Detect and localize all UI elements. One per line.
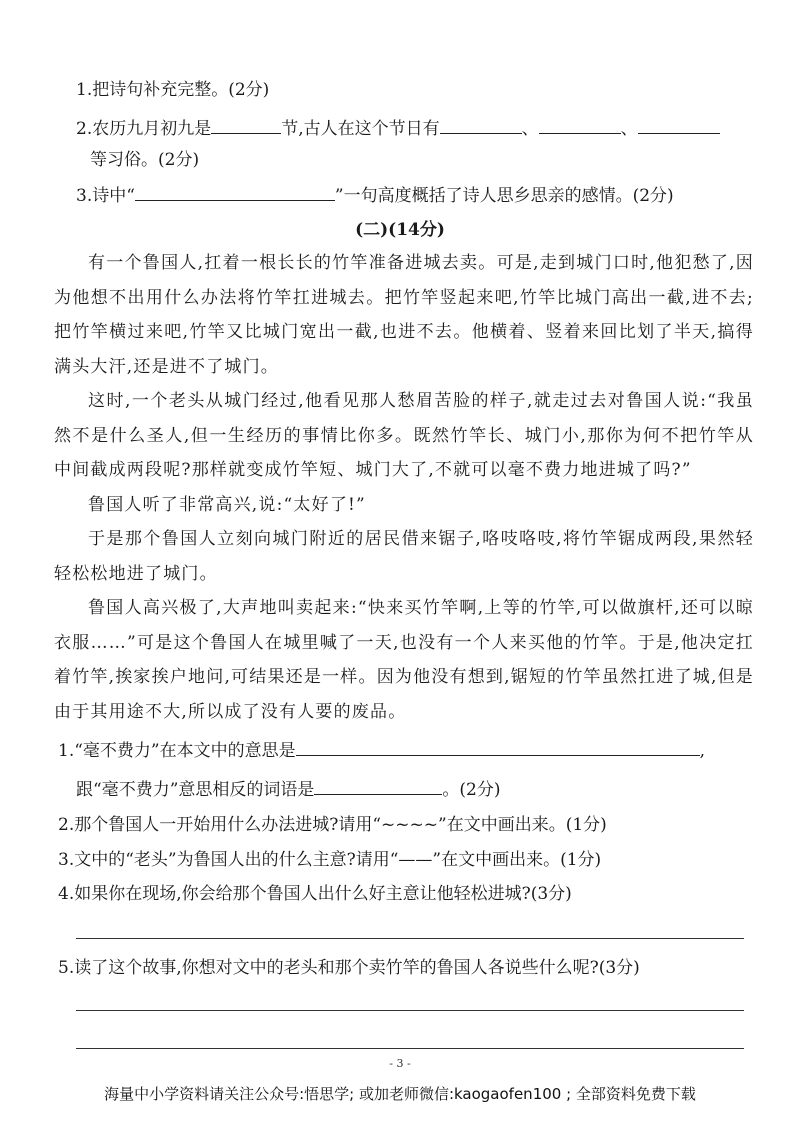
question-1-2-text-a: 2.农历九月初九是 xyxy=(76,119,212,139)
question-2-1-comma: , xyxy=(699,741,706,761)
question-1-1: 1.把诗句补充完整。(2分) xyxy=(76,80,270,100)
question-1-2 xyxy=(76,115,720,141)
passage-paragraph-1: 有一个鲁国人,扛着一根长长的竹竿准备进城去卖。可是,走到城门口时,他犯愁了,因为他想不出用什么办法将竹竿扛进城去。把竹竿竖起来吧,竹竿比城门高出一截,进不去;把竹竿横过来吧,竹竿又比城门宽出一截,也进不去。他横着、竖着来回比划了半天,搞得满头大汗,还是进不了城门。 xyxy=(54,253,754,377)
question-1-2-sep-2: 、 xyxy=(620,119,638,139)
antonym-blank[interactable] xyxy=(314,776,442,795)
answer-line-q5-1[interactable] xyxy=(76,1010,744,1011)
question-1-3 xyxy=(76,182,674,208)
footer-note: 海量中小学资料请关注公众号:悟思学; 或加老师微信:kaogaofen100 ; 全部资料免费下载 xyxy=(104,1085,696,1103)
answer-line-q5-2[interactable] xyxy=(76,1048,744,1049)
question-2-5: 5.读了这个故事,你想对文中的老头和那个卖竹竿的鲁国人各说些什么呢?(3分) xyxy=(58,958,640,978)
question-2-1 xyxy=(58,737,705,763)
passage-paragraph-2: 这时,一个老头从城门经过,他看见那人愁眉苦脸的样子,就走过去对鲁国人说:“我虽然不是什么圣人,但一生经历的事情比你多。既然竹竿长、城门小,那你为何不把竹竿从中间截成两段呢?那样就变成竹竿短、城门大了,不就可以毫不费力地进城了吗?” xyxy=(54,391,754,480)
meaning-blank[interactable] xyxy=(296,737,700,756)
question-2-1-text-c: 跟“毫不费力”意思相反的词语是 xyxy=(76,780,315,800)
festival-blank[interactable] xyxy=(211,115,281,134)
question-2-2: 2.那个鲁国人一开始用什么办法进城?请用“~~~~”在文中画出来。(1分) xyxy=(58,815,607,835)
passage-paragraph-4: 于是那个鲁国人立刻向城门附近的居民借来锯子,咯吱咯吱,将竹竿锯成两段,果然轻轻松松地进了城门。 xyxy=(54,529,754,584)
custom-blank-3[interactable] xyxy=(638,115,720,134)
question-2-3: 3.文中的“老头”为鲁国人出的什么主意?请用“——”在文中画出来。(1分) xyxy=(58,850,602,870)
question-2-1-text-a: 1.“毫不费力”在本文中的意思是 xyxy=(58,741,296,761)
custom-blank-1[interactable] xyxy=(440,115,522,134)
question-2-1-text-d: 。(2分) xyxy=(442,780,501,800)
section-2-title: (二)(14分) xyxy=(355,220,445,240)
passage-paragraph-5: 鲁国人高兴极了,大声地叫卖起来:“快来买竹竿啊,上等的竹竿,可以做旗杆,还可以晾衣服……”可是这个鲁国人在城里喊了一天,也没有一个人来买他的竹竿。于是,他决定扛着竹竿,挨家挨户地问,可结果还是一样。因为他没有想到,锯短的竹竿虽然扛进了城,但是由于其用途不大,所以成了没有人要的废品。 xyxy=(54,598,754,722)
question-1-3-text-a: 3.诗中“ xyxy=(76,186,135,206)
page-number: - 3 - xyxy=(389,1057,411,1070)
question-1-2-sep-1: 、 xyxy=(521,119,539,139)
passage-paragraph-3: 鲁国人听了非常高兴,说:“太好了!” xyxy=(88,495,366,515)
question-1-3-text-b: ”一句高度概括了诗人思乡思亲的感情。(2分) xyxy=(334,186,674,206)
poem-line-blank[interactable] xyxy=(135,182,335,201)
question-1-2-text-b: 节,古人在这个节日有 xyxy=(281,119,440,139)
answer-line-q4[interactable] xyxy=(76,938,744,939)
question-2-1-continued xyxy=(76,776,500,802)
custom-blank-2[interactable] xyxy=(539,115,621,134)
question-2-4: 4.如果你在现场,你会给那个鲁国人出什么好主意让他轻松进城?(3分) xyxy=(58,884,572,904)
question-1-2-continued: 等习俗。(2分) xyxy=(90,150,200,170)
